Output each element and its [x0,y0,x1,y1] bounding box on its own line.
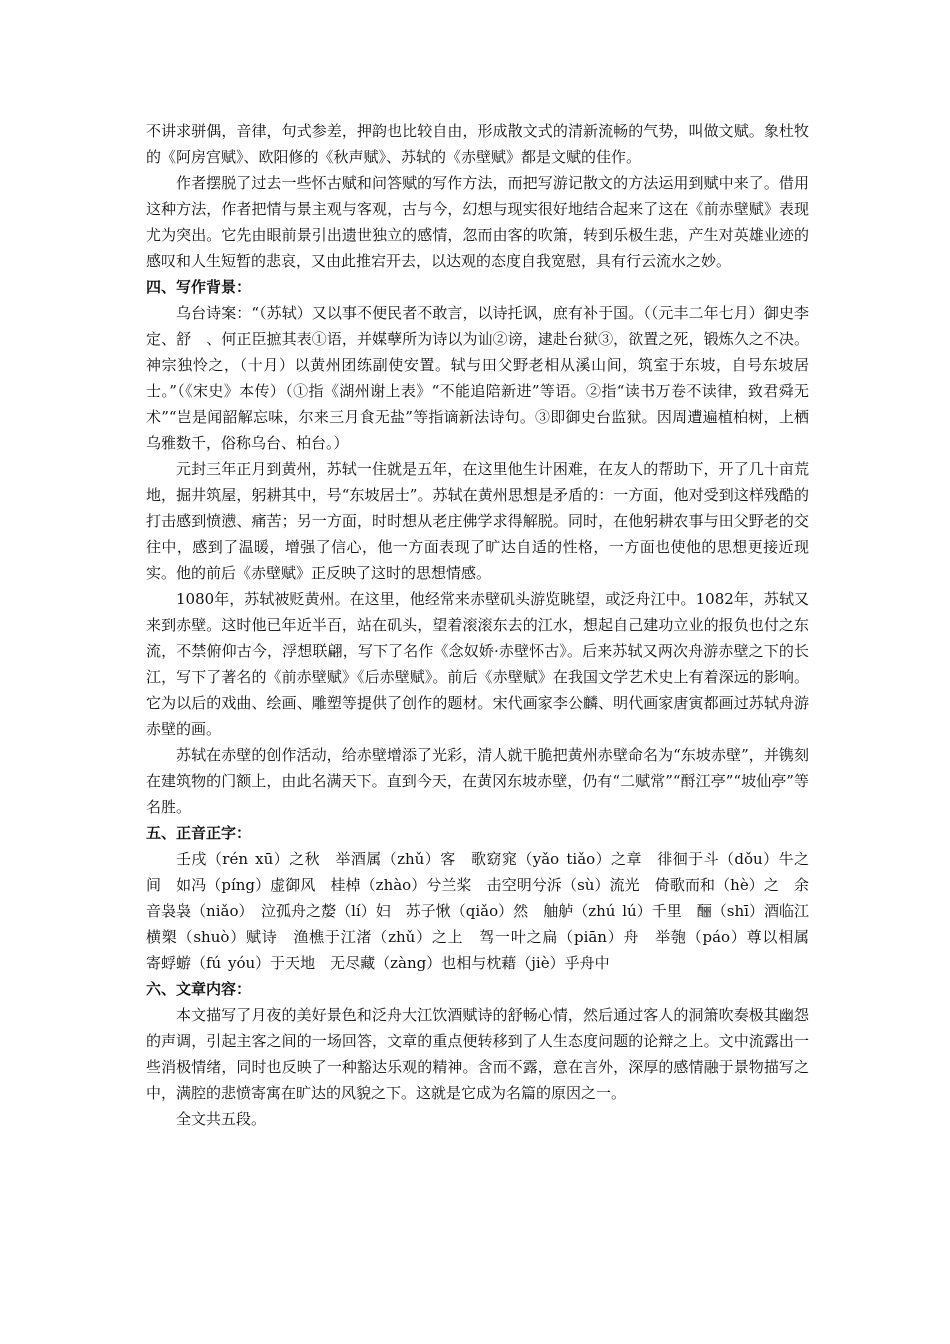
section-heading-content: 六、文章内容： [146,980,252,998]
document-body [146,118,825,1132]
section-heading-pronunciation: 五、正音正字： [146,824,252,842]
section-heading-background: 四、写作背景： [146,278,252,296]
paragraph-five-sections: 全文共五段。 [176,1110,267,1128]
paragraph-writing-method: 作者摆脱了过去一些怀古赋和问答赋的写作方法，而把写游记散文的方法运用到赋中来了。借用这种方法，作者把情与景主观与客观，古与今，幻想与现实很好地结合起来了这在《前赤壁赋》表现尤为突出。它先由眼前景引出遗世独立的感情，忽而由客的吹箫，转到乐极生悲，产生对英雄业迹的感叹和人生短暂的悲哀，又由此推宕开去，以达观的态度自我宽慰，具有行云流水之妙。 [146,174,809,270]
paragraph-content-summary: 本文描写了月夜的美好景色和泛舟大江饮酒赋诗的舒畅心情，然后通过客人的洞箫吹奏极其幽怨的声调，引起主客之间的一场回答，文章的重点便转移到了人生态度问题的论辩之上。文中流露出一些消极情绪，同时也反映了一种豁达乐观的精神。含而不露，意在言外，深厚的感情融于景物描写之中，满腔的悲愤寄寓在旷达的风貌之下。这就是它成为名篇的原因之一。 [146,1006,809,1102]
paragraph-dongpo-chibi: 苏轼在赤壁的创作活动，给赤壁增添了光彩，清人就干脆把黄州赤壁命名为“东坡赤壁”，并镌刻在建筑物的门额上，由此名满天下。直到今天，在黄冈东坡赤壁，仍有“二赋常”“酹江亭”“坡仙亭”等名胜。 [146,746,809,816]
paragraph-wenfu: 不讲求骈偶，音律，句式参差，押韵也比较自由，形成散文式的清新流畅的气势，叫做文赋。象杜牧的《阿房宫赋》、欧阳修的《秋声赋》、苏轼的《赤壁赋》都是文赋的佳作。 [146,122,809,166]
paragraph-huangzhou: 元封三年正月到黄州，苏轼一住就是五年，在这里他生计困难，在友人的帮助下，开了几十亩荒地，掘井筑屋，躬耕其中，号“东坡居士”。苏轼在黄州思想是矛盾的：一方面，他对受到这样残酷的打击感到愤懑、痛苦；另一方面，时时想从老庄佛学求得解脱。同时，在他躬耕农事与田父野老的交往中，感到了温暖，增强了信心，他一方面表现了旷达自适的性格，一方面也使他的思想更接近现实。他的前后《赤壁赋》正反映了这时的思想情感。 [146,460,809,582]
paragraph-pronunciation-list: 壬戌（rén xū）之秋 举酒属（zhǔ）客 歌窈窕（yǎo tiǎo）之章 徘徊于斗（dǒu）牛之间 如冯（píng）虚御风 桂棹（zhào）兮兰桨 击空明兮泝（sù）流光 倚歌而和（hè）之 余音袅袅（niǎo） 泣孤舟之嫠（lí）妇 苏子愀（qiǎo）然 舳舻（zhú lú）千里 酾（shī）酒临江 横槊（shuò）赋诗 渔樵于江渚（zhǔ）之上 驾一叶之扁（piān）舟 举匏（páo）尊以相属 寄蜉蝣（fú yóu）于天地 无尽藏（zàng）也相与枕藉（jiè）乎舟中 [146,850,825,972]
paragraph-wutai-case: 乌台诗案：“（苏轼）又以事不便民者不敢言，以诗托讽，庶有补于国。（（元丰二年七月）御史李定、舒 、何正臣摭其表①语，并媒孽所为诗以为讪②谤，逮赴台狱③，欲置之死，锻炼久之不决。神宗独怜之，（十月）以黄州团练副使安置。轼与田父野老相从溪山间，筑室于东坡，自号东坡居士。”（《宋史》本传）（①指《湖州谢上表》“不能追陪新进”等语。②指“读书万卷不读律，致君舜无术”“岂是闻韶解忘味，尔来三月食无盐”等指谪新法诗句。③即御史台监狱。因周遭遍植柏树，上栖乌雅数千，俗称乌台、柏台。） [146,304,809,452]
paragraph-1080: 1080年，苏轼被贬黄州。在这里，他经常来赤壁矶头游览眺望，或泛舟江中。1082年，苏轼又来到赤壁。这时他已年近半百，站在矶头，望着滚滚东去的江水，想起自己建功立业的报负也付之东流，不禁俯仰古今，浮想联翩，写下了名作《念奴娇·赤壁怀古》。后来苏轼又两次舟游赤壁之下的长江，写下了著名的《前赤壁赋》《后赤壁赋》。前后《赤壁赋》在我国文学艺术史上有着深远的影响。它为以后的戏曲、绘画、雕塑等提供了创作的题材。宋代画家李公麟、明代画家唐寅都画过苏轼舟游赤壁的画。 [146,590,809,738]
